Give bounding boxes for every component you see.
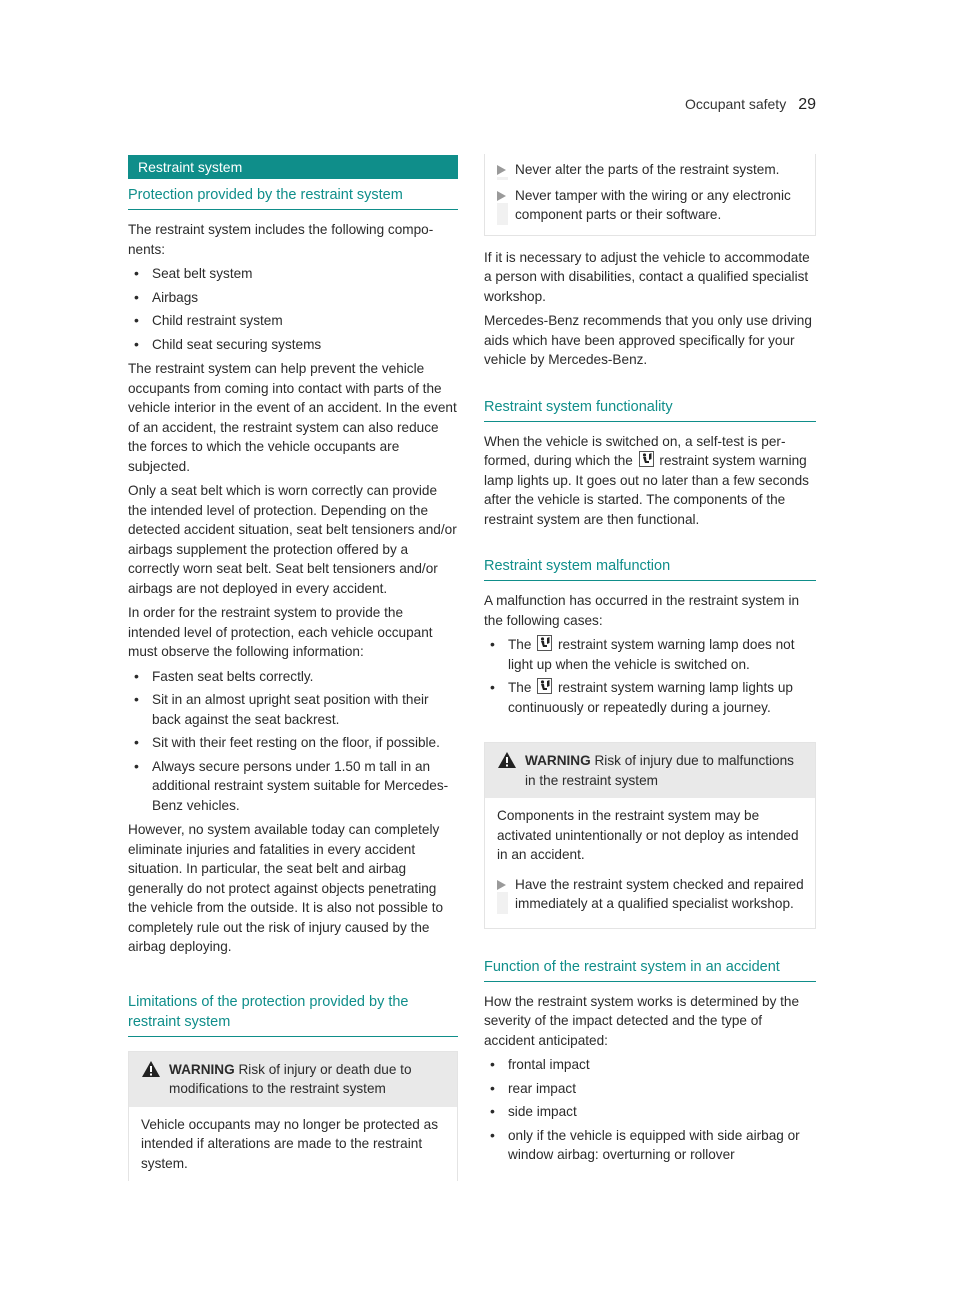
step-text: Never tamper with the wiring or any electronic component parts or their software. <box>515 187 791 222</box>
warning-box-modifications <box>128 1051 458 1182</box>
list-item: • side impact <box>484 1102 816 1122</box>
warning-title-text: Risk of injury due to malfunctions in the restraint system <box>525 753 794 788</box>
warning-header <box>485 743 815 798</box>
malfunction-heading: Restraint system malfunction <box>484 556 816 581</box>
step-item <box>485 186 815 225</box>
warning-title <box>525 751 805 790</box>
left-column <box>128 185 458 1181</box>
restraint-system-lamp-icon <box>537 635 552 651</box>
functionality-text <box>484 432 816 530</box>
list-item <box>484 635 816 674</box>
step-arrow-icon <box>497 165 506 175</box>
list-item: • Fasten seat belts correctly. <box>128 667 458 687</box>
section-title: Occupant safety <box>685 96 787 112</box>
step-item <box>485 160 815 180</box>
protection-para2: Only a seat belt which is worn correctly can provide the intended level of protection. Depending on the detected accident situation, seat belt tensioners and/or airbags supplement the protection offered by a correctly worn seat belt. Seat belt tensioners and/or airbags are not deployed in every accident. <box>128 483 457 596</box>
function-accident-heading: Function of the restraint system in an accident <box>484 957 816 982</box>
impact-types-list <box>484 1055 816 1165</box>
warning-title-text: Risk of injury or death due to modifications to the restraint system <box>169 1061 412 1096</box>
protection-para4: However, no system available today can completely eliminate injuries and fatalities in every accident situation. In particular, the seat belt and airbag generally do not protect against objects penetrating the vehicle from the outside. It is also not possible to completely rule out the risk of injury caused by the airbag deploying. <box>128 822 444 954</box>
functionality-text-before: When the vehicle is switched on, a self-test is performed, during which the <box>484 433 786 468</box>
restraint-system-lamp-icon <box>639 451 654 467</box>
step-bar <box>497 892 508 914</box>
function-accident-intro: How the restraint system works is determined by the severity of the impact detected and the type of accident anticipated: <box>484 993 800 1048</box>
limitations-para1: If it is necessary to adjust the vehicle to accommodate a person with disabilities, contact a qualified specialist workshop. <box>484 249 810 304</box>
list-item: • Always secure persons under 1.50 m tall in an additional restraint system suitable for Mercedes-Benz vehicles. <box>128 757 458 816</box>
restraint-system-lamp-icon <box>537 678 552 694</box>
warning-box-malfunction <box>484 742 816 929</box>
step-text: Have the restraint system checked and repaired immediately at a qualified specialist workshop. <box>515 876 804 911</box>
warning-body-text: Components in the restraint system may be activated unintentionally or not deploy as intended in an accident. <box>497 808 799 862</box>
page-number: 29 <box>798 96 816 113</box>
case-text: restraint system warning lamp lights up continuously or repeatedly during a journey. <box>508 680 793 715</box>
limitations-heading-line2: restraint system <box>128 1013 231 1030</box>
functionality-heading: Restraint system functionality <box>484 397 816 422</box>
list-item: • Child seat securing systems <box>128 335 458 355</box>
case-prefix: The <box>508 680 532 695</box>
warning-body: Vehicle occupants may no longer be protected as intended if alterations are made to the restraint system. <box>141 1116 438 1171</box>
warning-box-continued <box>484 154 816 236</box>
list-item: • Sit in an almost upright seat position with their back against the seat backrest. <box>128 690 458 729</box>
warning-triangle-icon <box>497 751 517 769</box>
warning-header <box>129 1052 457 1107</box>
case-prefix: The <box>508 637 532 652</box>
components-list <box>128 264 458 354</box>
list-item: • Child restraint system <box>128 311 458 331</box>
protection-para1: The restraint system can help prevent the vehicle occupants from coming into contact with parts of the vehicle interior in the event of an accident. In the event of an accident, the restraint system can also reduce the forces to which the vehicle occupants are subjected. <box>128 361 457 474</box>
case-text: restraint system warning lamp does not light up when the vehicle is switched on. <box>508 637 795 672</box>
step-arrow-icon <box>497 880 506 890</box>
functionality-text-after: restraint system warning lamp lights up. It goes out no later than a few seconds after the vehicle is started. The components of the restraint system are then functional. <box>484 453 809 527</box>
step-bar <box>497 203 508 225</box>
list-item: • frontal impact <box>484 1055 816 1075</box>
protection-heading: Protection provided by the restraint system <box>128 185 458 210</box>
list-item: • Airbags <box>128 288 458 308</box>
step-text: Never alter the parts of the restraint system. <box>515 162 780 177</box>
chapter-band: Restraint system <box>128 155 458 179</box>
protection-para3: In order for the restraint system to provide the intended level of protection, each vehicle occupant must observe the following information: <box>128 605 433 659</box>
limitations-para2: Mercedes-Benz recommends that you only use driving aids which have been approved specifically for your vehicle by Mercedes-Benz. <box>484 313 812 367</box>
page-header <box>685 95 816 115</box>
warning-label: WARNING <box>525 753 591 768</box>
limitations-heading-line1: Limitations of the protection provided by the <box>128 993 409 1010</box>
step-arrow-icon <box>497 191 506 201</box>
list-item: • rear impact <box>484 1079 816 1099</box>
right-column <box>484 154 816 1170</box>
warning-label: WARNING <box>169 1061 235 1077</box>
malfunction-cases <box>484 635 816 717</box>
warning-triangle-icon <box>141 1060 161 1078</box>
limitations-heading <box>128 992 458 1037</box>
list-item <box>484 678 816 717</box>
warning-body <box>485 798 815 928</box>
warning-title <box>169 1060 447 1099</box>
malfunction-intro: A malfunction has occurred in the restraint system in the following cases: <box>484 593 800 628</box>
step-bar <box>497 177 508 180</box>
list-item: • only if the vehicle is equipped with side airbag or window airbag: overturning or rollover <box>484 1126 816 1165</box>
list-item: • Seat belt system <box>128 264 458 284</box>
step-item <box>497 875 805 914</box>
rules-list <box>128 667 458 816</box>
protection-intro: The restraint system includes the following components: <box>128 222 434 257</box>
list-item: • Sit with their feet resting on the floor, if possible. <box>128 733 458 753</box>
